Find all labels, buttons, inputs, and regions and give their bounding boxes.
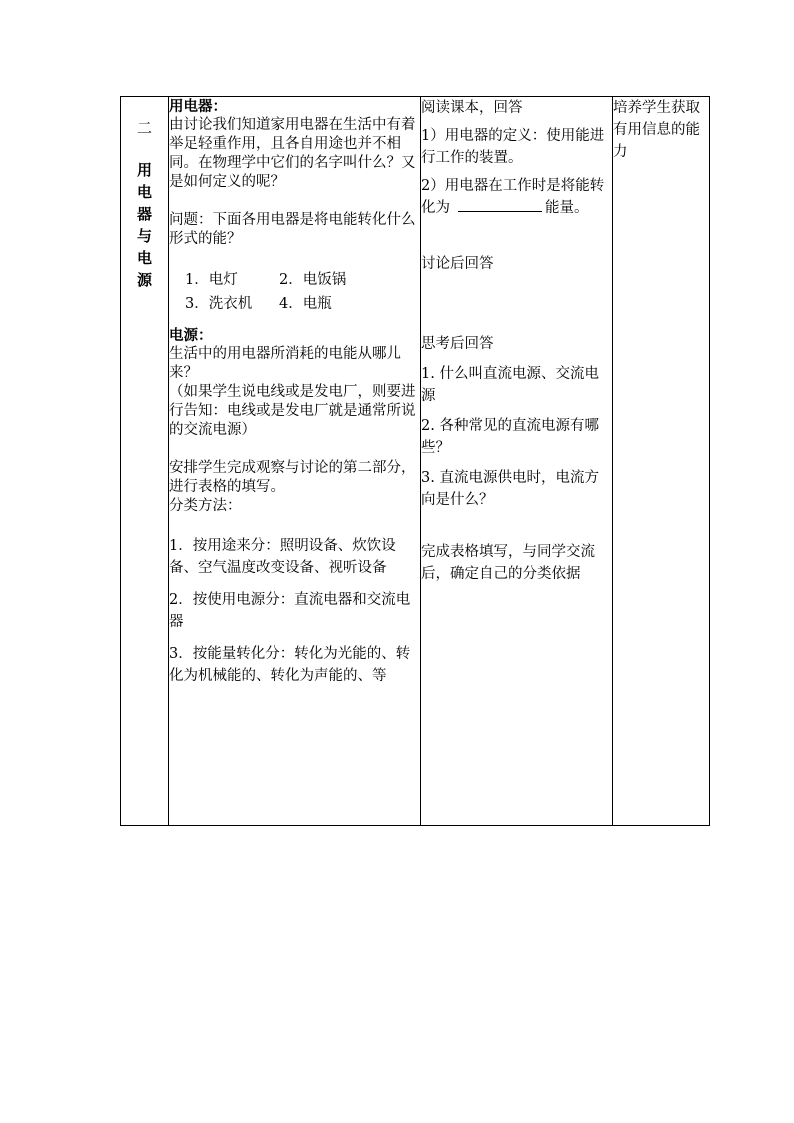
appliance-heading: 用电器：: [169, 98, 227, 115]
question-2: 2. 各种常见的直流电源有哪些？: [421, 418, 599, 456]
read-answer: 阅读课本，回答: [421, 100, 523, 116]
stage-title-char: 电: [136, 249, 152, 267]
think-answer: 思考后回答: [421, 336, 494, 352]
stage-title-char: 器: [136, 205, 152, 223]
stage-title-char: 用: [136, 161, 152, 179]
classify-item: 1．按用途来分：照明设备、炊饮设备、空气温度改变设备、视听设备: [169, 538, 396, 576]
option-item: 1．电灯: [185, 272, 238, 288]
stage-title-char: 与: [136, 227, 152, 245]
table-row: [121, 97, 710, 826]
appliance-options: [169, 268, 420, 316]
definition-2-text: 2）用电器在工作时是将能转化为: [421, 178, 605, 216]
complete-task: 完成表格填写，与同学交流后，确定自己的分类依据: [421, 544, 595, 582]
option-item: 3．洗衣机: [185, 296, 253, 312]
question-3: 3. 直流电源供电时，电流方向是什么？: [421, 470, 599, 508]
stage-title-char: 电: [136, 183, 152, 201]
design-intent-text: 培养学生获取有用信息的能力: [613, 100, 700, 160]
lesson-plan-table: [120, 96, 710, 826]
definition-1: 1）用电器的定义：使用能进行工作的装置。: [421, 128, 605, 166]
discuss-answer: 讨论后回答: [421, 256, 494, 272]
source-note: （如果学生说电线或是发电厂，则要进行告知：电线或是发电厂就是通常所说的交流电源）: [169, 384, 416, 438]
stage-cell: [121, 97, 169, 826]
option-item: 4．电瓶: [279, 296, 332, 312]
source-question: 生活中的用电器所消耗的电能从哪儿来？: [169, 346, 401, 381]
classify-item: 3．按能量转化分：转化为光能的、转化为机械能的、转化为声能的、等: [169, 646, 411, 684]
fill-blank: [458, 197, 542, 212]
source-heading: 电源：: [169, 327, 213, 344]
stage-title-char: 源: [136, 271, 152, 289]
appliance-intro: 由讨论我们知道家用电器在生活中有着举足轻重作用，且各自用途也并不相同。在物理学中它们的名字叫什么？又是如何定义的呢？: [169, 117, 416, 190]
classify-heading: 分类方法：: [169, 498, 242, 514]
teacher-activity-cell: [169, 97, 421, 826]
energy-question: 问题：下面各用电器是将电能转化什么形式的能？: [169, 212, 416, 247]
student-activity-cell: [421, 97, 613, 826]
design-intent-cell: [613, 97, 710, 826]
definition-2-end: 能量。: [545, 200, 589, 216]
definition-2: [421, 175, 612, 219]
option-item: 2．电饭锅: [279, 272, 347, 288]
task-text: 安排学生完成观察与讨论的第二部分，进行表格的填写。: [169, 460, 416, 495]
stage-number: 二: [136, 119, 152, 137]
option-row: [185, 292, 420, 316]
option-row: [185, 268, 420, 292]
question-1: 1. 什么叫直流电源、交流电源: [421, 366, 599, 404]
classify-item: 2．按使用电源分：直流电器和交流电器: [169, 592, 411, 630]
